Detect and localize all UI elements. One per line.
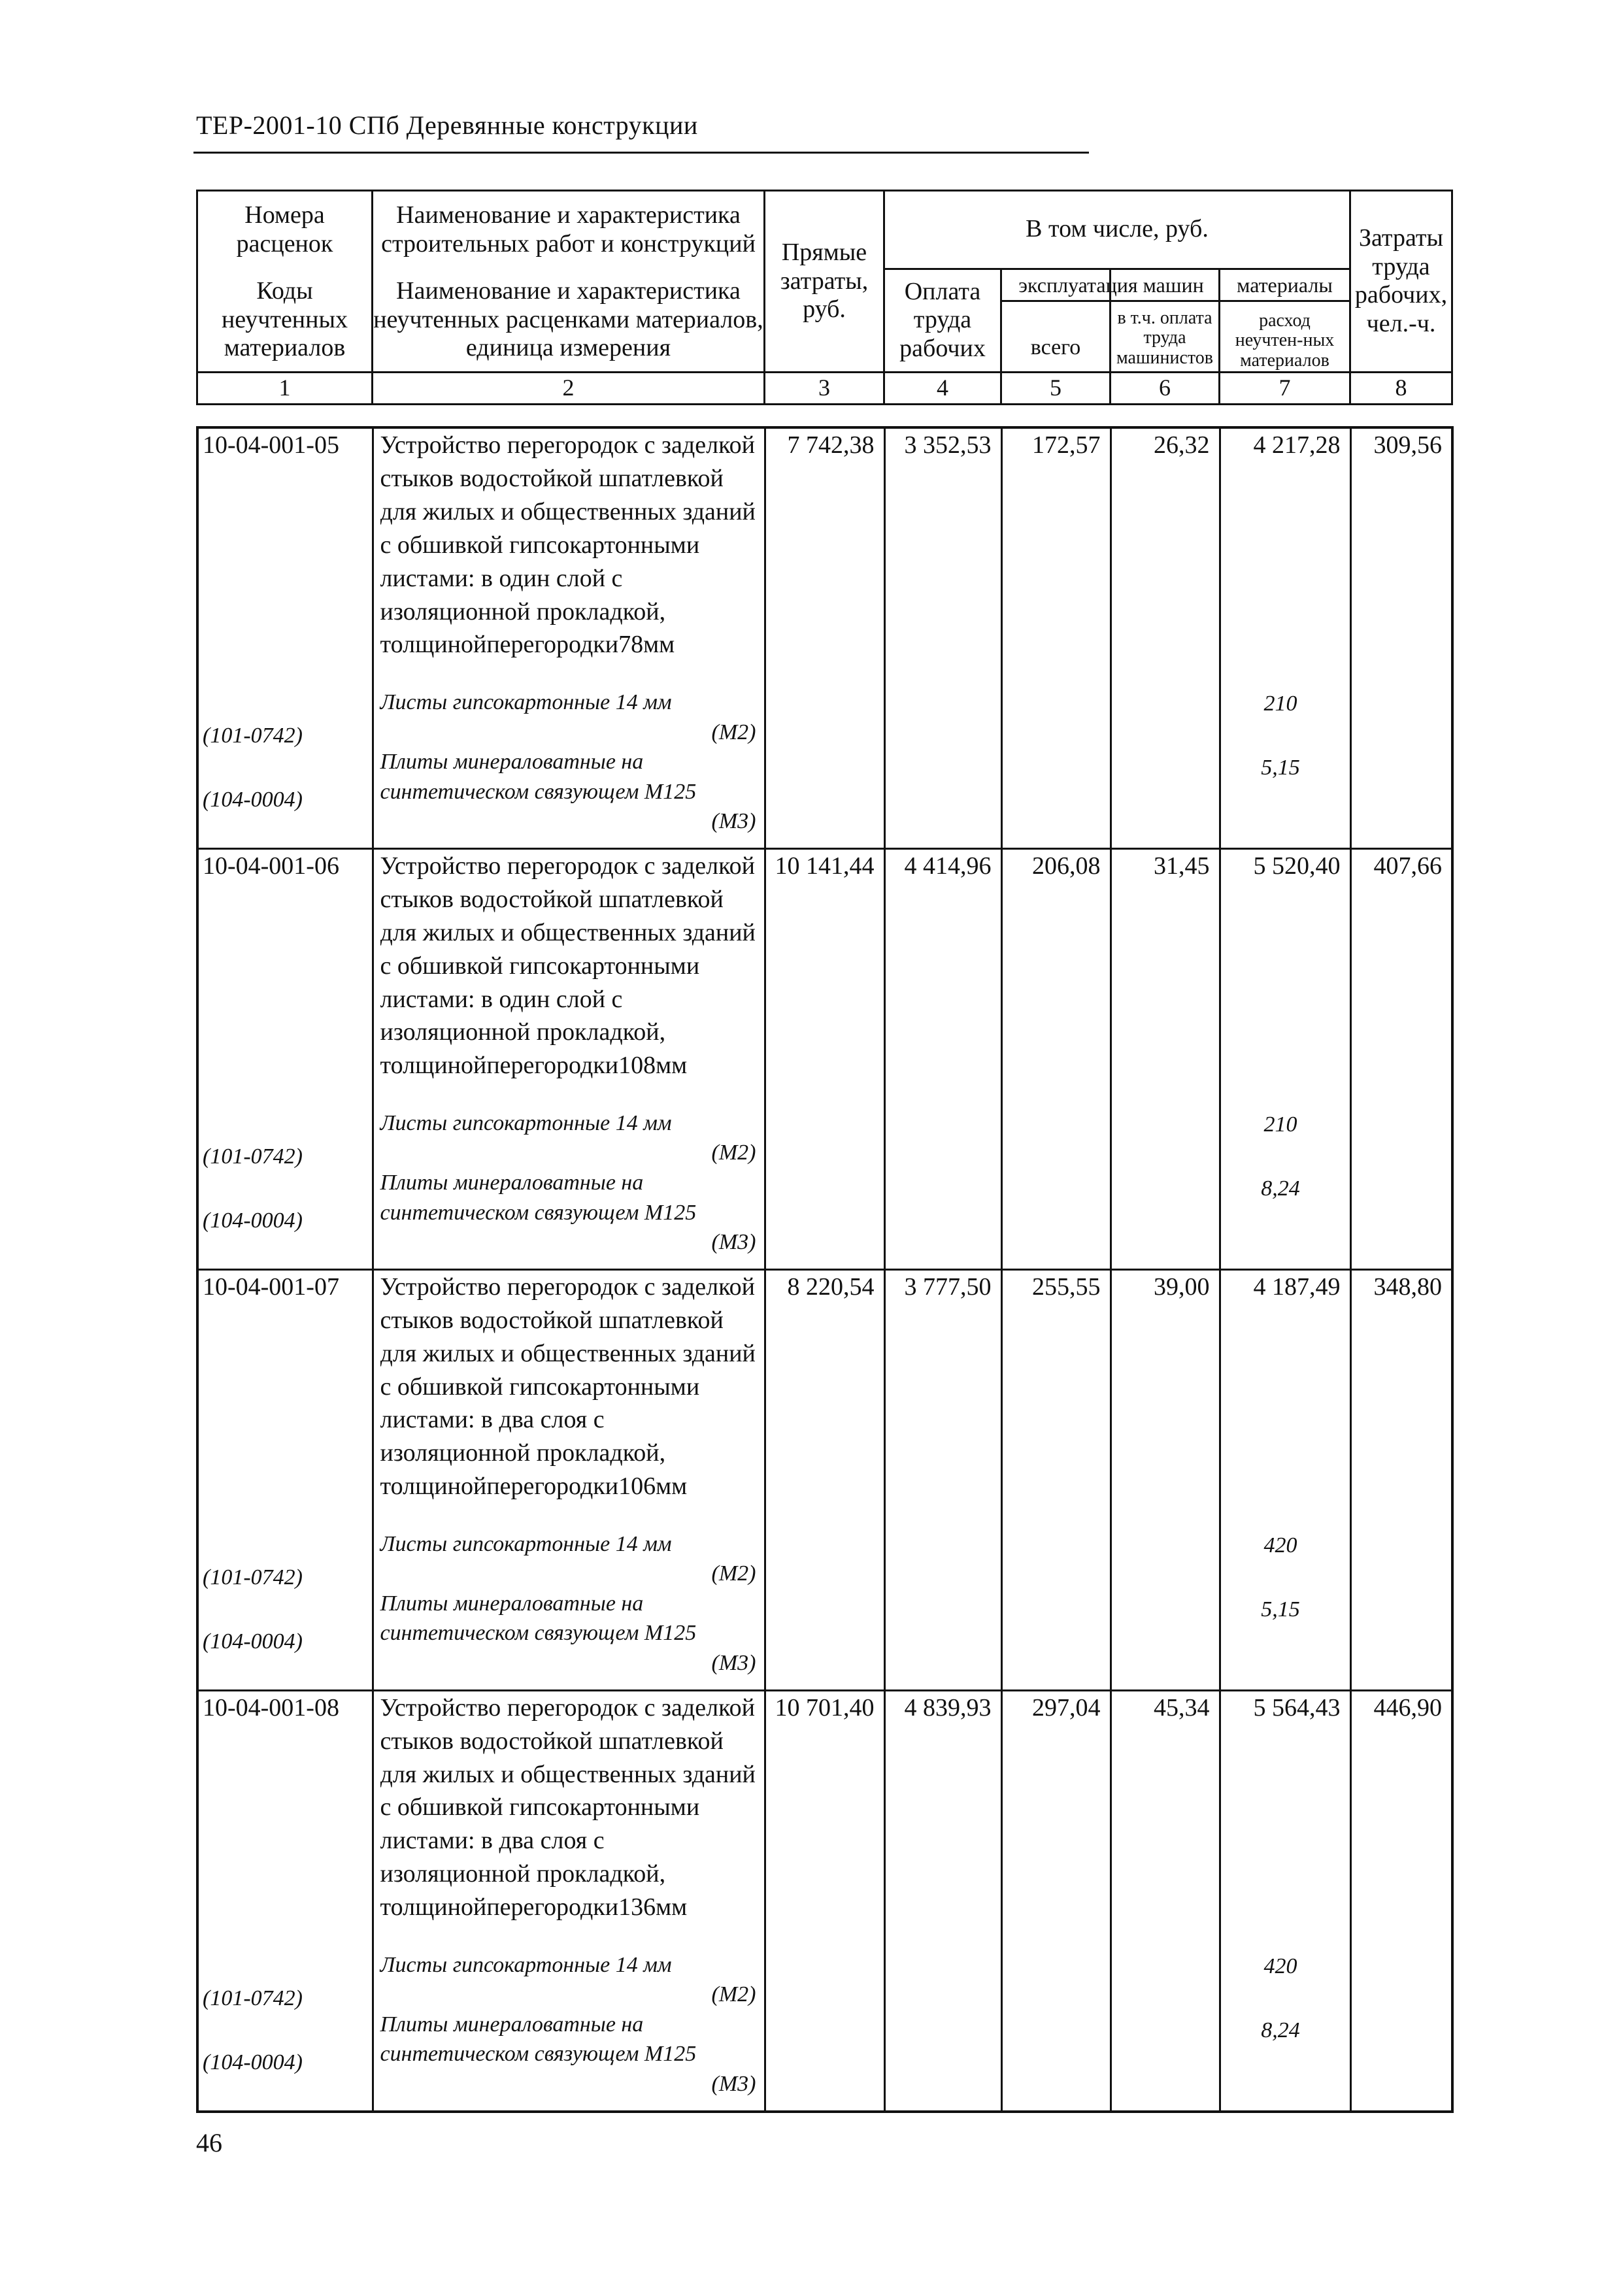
machinists-pay: 31,45	[1154, 852, 1210, 880]
header-labor-hours: Затраты труда рабочих, чел.-ч.	[1350, 191, 1452, 373]
rate-code: 10-04-001-06	[203, 852, 339, 880]
material-name: Плиты минераловатные на синтетическом связующем М125	[380, 1171, 697, 1225]
title-underline	[193, 152, 1089, 154]
header-labor-pay: Оплата труда рабочих	[884, 269, 1001, 372]
material-code: (101-0742)	[203, 1565, 303, 1589]
materials-cost: 5 564,43	[1253, 1693, 1341, 1722]
machines-total-cell	[1001, 848, 1111, 1269]
header-table	[196, 190, 1453, 405]
labor-pay-cell	[884, 1269, 1001, 1690]
material-entry	[380, 1529, 759, 1589]
header-num-1: 1	[197, 372, 373, 404]
labor-pay-cell	[884, 848, 1001, 1269]
header-materials-unaccounted: расход неучтен-ных материалов	[1235, 310, 1335, 371]
table-row	[197, 1269, 1452, 1690]
labor-hours: 446,90	[1373, 1693, 1442, 1722]
table-row	[197, 848, 1452, 1269]
material-quantity: 420	[1263, 1954, 1297, 1978]
material-unit: (М3)	[711, 2071, 756, 2096]
machines-total: 255,55	[1032, 1273, 1101, 1301]
table-row	[197, 1690, 1452, 2111]
machines-total-cell	[1001, 1690, 1111, 2111]
header-num-6: 6	[1111, 372, 1220, 404]
work-description: Устройство перегородок с заделкой стыков водостойкой шпатлевкой для жилых и общественных зданий с обшивкой гипсокартонными листами: в один слой с изоляционной прокладкой, толщинойперегородки78мм	[380, 431, 756, 659]
header-rates-numbers: Номера расценок	[197, 191, 373, 269]
material-name: Листы гипсокартонные 14 мм	[380, 690, 672, 714]
direct-costs-cell	[765, 1269, 884, 1690]
material-code: (101-0742)	[203, 1144, 303, 1169]
material-code: (101-0742)	[203, 1986, 303, 2010]
labor-hours-cell	[1350, 1269, 1452, 1690]
material-unit: (М3)	[711, 809, 756, 834]
direct-costs: 10 701,40	[775, 1693, 875, 1722]
rate-code-cell	[197, 427, 373, 848]
labor-pay: 4 414,96	[904, 852, 992, 880]
material-quantity: 8,24	[1261, 2018, 1300, 2042]
labor-hours: 348,80	[1373, 1273, 1442, 1301]
labor-pay-cell	[884, 1690, 1001, 2111]
material-unit: (М2)	[711, 1982, 756, 2007]
material-entry	[380, 2010, 759, 2099]
page-number: 46	[196, 2128, 222, 2157]
header-direct-costs: Прямые затраты, руб.	[765, 191, 884, 373]
material-entry	[380, 747, 759, 837]
direct-costs-cell	[765, 1690, 884, 2111]
header-material-names: Наименование и характеристика неучтенных расценками материалов, единица измерения	[373, 269, 765, 372]
material-entry	[380, 1168, 759, 1257]
header-num-5: 5	[1001, 372, 1111, 404]
materials-cost-cell	[1220, 848, 1350, 1269]
labor-hours-cell	[1350, 427, 1452, 848]
machinists-pay-cell	[1111, 848, 1220, 1269]
direct-costs: 10 141,44	[775, 852, 875, 880]
material-unit: (М3)	[711, 1230, 756, 1255]
rate-code-cell	[197, 1269, 373, 1690]
header-machines-group: эксплуатация машин	[1002, 270, 1220, 302]
header-materials-group: материалы	[1220, 270, 1349, 302]
machines-total: 172,57	[1032, 431, 1101, 459]
machines-total: 206,08	[1032, 852, 1101, 880]
material-name: Плиты минераловатные на синтетическом связующем М125	[380, 1591, 697, 1646]
header-num-3: 3	[765, 372, 884, 404]
work-description: Устройство перегородок с заделкой стыков водостойкой шпатлевкой для жилых и общественных зданий с обшивкой гипсокартонными листами: в два слоя с изоляционной прокладкой, толщинойперегородки106мм	[380, 1273, 756, 1501]
work-description-cell	[373, 427, 765, 848]
material-quantity: 210	[1263, 1112, 1297, 1137]
labor-hours-cell	[1350, 1690, 1452, 2111]
material-entry	[380, 1108, 759, 1168]
header-machinists-pay-text: в т.ч. оплата труда машинистов	[1116, 307, 1213, 369]
machines-total-cell	[1001, 1269, 1111, 1690]
work-description: Устройство перегородок с заделкой стыков водостойкой шпатлевкой для жилых и общественных зданий с обшивкой гипсокартонными листами: в два слоя с изоляционной прокладкой, толщинойперегородки136мм	[380, 1693, 756, 1922]
material-code: (101-0742)	[203, 723, 303, 748]
machinists-pay-cell	[1111, 427, 1220, 848]
rate-code: 10-04-001-05	[203, 431, 339, 459]
header-num-4: 4	[884, 372, 1001, 404]
document-title: ТЕР-2001-10 СПб Деревянные конструкции	[196, 110, 698, 140]
material-code: (104-0004)	[203, 1208, 303, 1233]
header-materials	[1220, 269, 1350, 372]
work-description-cell	[373, 1269, 765, 1690]
table-row	[197, 427, 1452, 848]
header-num-7: 7	[1220, 372, 1350, 404]
machinists-pay: 45,34	[1154, 1693, 1210, 1722]
material-unit: (М2)	[711, 1561, 756, 1586]
material-quantity: 5,15	[1261, 1597, 1300, 1622]
labor-pay-cell	[884, 427, 1001, 848]
rate-code-cell	[197, 1690, 373, 2111]
material-code: (104-0004)	[203, 2050, 303, 2074]
machinists-pay-cell	[1111, 1690, 1220, 2111]
material-name: Плиты минераловатные на синтетическом связующем М125	[380, 750, 697, 804]
labor-hours: 407,66	[1373, 852, 1442, 880]
machinists-pay: 26,32	[1154, 431, 1210, 459]
materials-cost-cell	[1220, 1690, 1350, 2111]
material-entry	[380, 1950, 759, 2010]
material-name: Плиты минераловатные на синтетическом связующем М125	[380, 2012, 697, 2067]
labor-pay: 4 839,93	[904, 1693, 992, 1722]
labor-pay: 3 777,50	[904, 1273, 992, 1301]
material-unit: (М2)	[711, 720, 756, 744]
material-name: Листы гипсокартонные 14 мм	[380, 1110, 672, 1135]
direct-costs-cell	[765, 427, 884, 848]
machines-total-cell	[1001, 427, 1111, 848]
direct-costs: 8 220,54	[787, 1273, 875, 1301]
material-code: (104-0004)	[203, 1629, 303, 1654]
machinists-pay: 39,00	[1154, 1273, 1210, 1301]
rates-table	[196, 426, 1454, 2113]
rate-code: 10-04-001-07	[203, 1273, 339, 1301]
rate-code-cell	[197, 848, 373, 1269]
material-name: Листы гипсокартонные 14 мм	[380, 1952, 672, 1977]
header-num-2: 2	[373, 372, 765, 404]
header-num-8: 8	[1350, 372, 1452, 404]
material-name: Листы гипсокартонные 14 мм	[380, 1531, 672, 1556]
material-quantity: 5,15	[1261, 755, 1300, 780]
material-entry	[380, 1589, 759, 1678]
labor-hours-cell	[1350, 848, 1452, 1269]
materials-cost: 5 520,40	[1253, 852, 1341, 880]
work-description: Устройство перегородок с заделкой стыков водостойкой шпатлевкой для жилых и общественных зданий с обшивкой гипсокартонными листами: в один слой с изоляционной прокладкой, толщинойперегородки108мм	[380, 852, 756, 1080]
materials-cost: 4 217,28	[1253, 431, 1341, 459]
work-description-cell	[373, 848, 765, 1269]
materials-cost-cell	[1220, 1269, 1350, 1690]
labor-hours: 309,56	[1373, 431, 1442, 459]
rate-code: 10-04-001-08	[203, 1693, 339, 1722]
material-code: (104-0004)	[203, 787, 303, 812]
material-unit: (М3)	[711, 1651, 756, 1675]
header-work-name: Наименование и характеристика строительных работ и конструкций	[373, 191, 765, 269]
material-quantity: 8,24	[1261, 1176, 1300, 1201]
direct-costs-cell	[765, 848, 884, 1269]
machinists-pay-cell	[1111, 1269, 1220, 1690]
direct-costs: 7 742,38	[787, 431, 875, 459]
header-including-group: В том числе, руб.	[884, 191, 1350, 269]
work-description-cell	[373, 1690, 765, 2111]
material-unit: (М2)	[711, 1140, 756, 1165]
material-entry	[380, 688, 759, 747]
materials-cost-cell	[1220, 427, 1350, 848]
materials-cost: 4 187,49	[1253, 1273, 1341, 1301]
material-quantity: 210	[1263, 691, 1297, 716]
machines-total: 297,04	[1032, 1693, 1101, 1722]
header-machines-all: всего	[1030, 335, 1081, 359]
labor-pay: 3 352,53	[904, 431, 992, 459]
material-quantity: 420	[1263, 1533, 1297, 1557]
header-material-codes: Коды неучтенных материалов	[197, 269, 373, 372]
